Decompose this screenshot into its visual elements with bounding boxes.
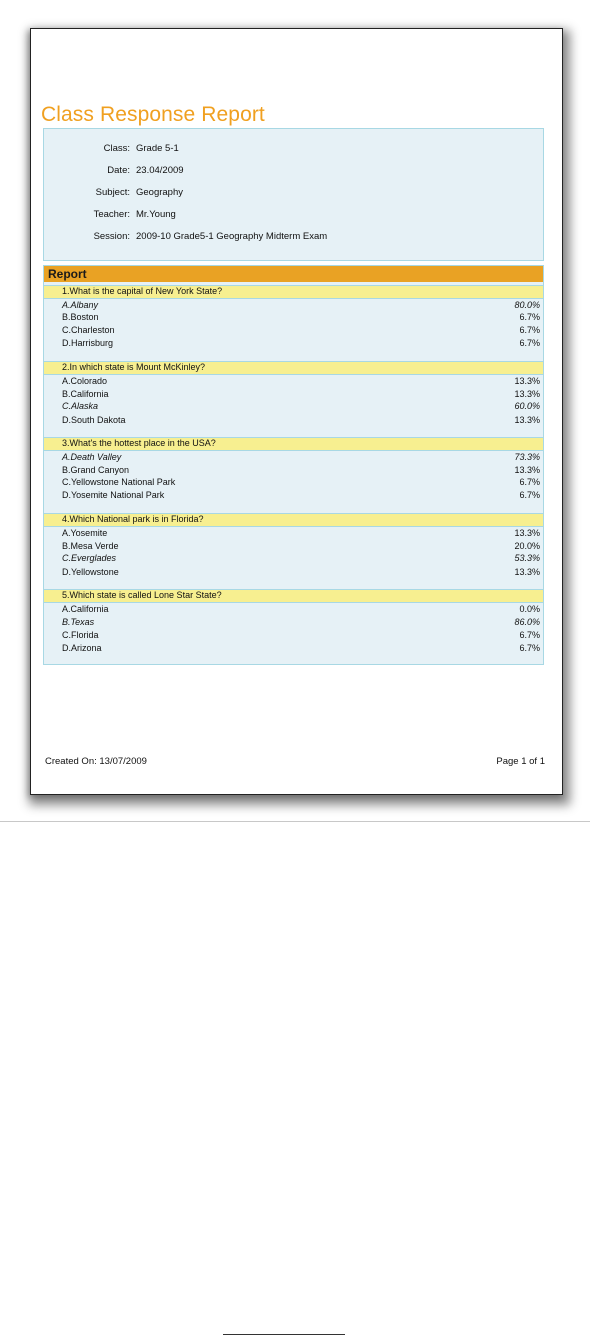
option-percent: 6.7% (519, 477, 540, 487)
section-header-label: Report (48, 267, 87, 281)
option-label: D.South Dakota (62, 415, 126, 425)
question-row (44, 361, 543, 375)
option-label: B.Mesa Verde (62, 541, 119, 551)
info-row-teacher (44, 209, 543, 225)
answer-option (44, 300, 543, 312)
option-percent: 73.3% (514, 452, 540, 462)
info-label: Subject: (95, 187, 130, 198)
report-title: Class Response Report (41, 103, 265, 126)
option-percent: 6.7% (519, 312, 540, 322)
option-percent: 80.0% (514, 300, 540, 310)
answer-option (44, 553, 543, 565)
answer-option (44, 389, 543, 401)
question-text: 3.What's the hottest place in the USA? (62, 438, 216, 448)
question-text: 4.Which National park is in Florida? (62, 514, 204, 524)
info-label: Class: (103, 143, 130, 154)
answer-option (44, 567, 543, 579)
option-percent: 86.0% (514, 617, 540, 627)
option-percent: 13.3% (514, 567, 540, 577)
answer-option (44, 643, 543, 655)
option-percent: 6.7% (519, 490, 540, 500)
footer-created-date: Created On: 13/07/2009 (45, 756, 147, 767)
info-value: Mr.Young (136, 209, 176, 220)
answer-option (44, 477, 543, 489)
info-value: Geography (136, 187, 184, 198)
info-value: 23.04/2009 (136, 165, 184, 176)
info-label: Date: (107, 165, 130, 176)
answer-option (44, 325, 543, 337)
option-percent: 6.7% (519, 630, 540, 640)
option-label: C.Everglades (62, 553, 117, 563)
option-label: C.Yellowstone National Park (62, 477, 176, 487)
answer-option (44, 376, 543, 388)
option-percent: 6.7% (519, 643, 540, 653)
section-header (44, 266, 543, 282)
option-percent: 0.0% (519, 604, 540, 614)
info-label: Session: (93, 231, 130, 242)
option-percent: 20.0% (514, 541, 540, 551)
option-percent: 13.3% (514, 465, 540, 475)
info-row-subject (44, 187, 543, 203)
question-row (44, 285, 543, 299)
report-info-panel (43, 128, 544, 261)
question-text: 1.What is the capital of New York State? (62, 286, 223, 296)
option-percent: 13.3% (514, 528, 540, 538)
option-label: A.Colorado (62, 376, 108, 386)
info-row-date (44, 165, 543, 181)
option-label: C.Alaska (62, 401, 99, 411)
answer-option (44, 541, 543, 553)
answer-option (44, 312, 543, 324)
option-percent: 6.7% (519, 338, 540, 348)
answer-option (44, 415, 543, 427)
question-row (44, 513, 543, 527)
option-label: D.Yellowstone (62, 567, 119, 577)
info-row-session (44, 231, 543, 247)
question-text: 5.Which state is called Lone Star State? (62, 590, 222, 600)
answer-option (44, 528, 543, 540)
answer-option (44, 452, 543, 464)
option-label: A.California (62, 604, 109, 614)
info-label: Teacher: (93, 209, 130, 220)
option-label: C.Charleston (62, 325, 115, 335)
option-percent: 13.3% (514, 389, 540, 399)
page-divider (0, 821, 590, 822)
info-value: Grade 5-1 (136, 143, 179, 154)
question-text: 2.In which state is Mount McKinley? (62, 362, 206, 372)
option-label: D.Harrisburg (62, 338, 114, 348)
option-percent: 6.7% (519, 325, 540, 335)
option-percent: 60.0% (514, 401, 540, 411)
info-value: 2009-10 Grade5-1 Geography Midterm Exam (136, 231, 328, 242)
answer-option (44, 630, 543, 642)
answer-option (44, 604, 543, 616)
option-label: B.California (62, 389, 109, 399)
footer-page-number: Page 1 of 1 (496, 756, 545, 767)
answer-option (44, 617, 543, 629)
option-label: D.Arizona (62, 643, 102, 653)
option-label: B.Texas (62, 617, 95, 627)
option-label: B.Boston (62, 312, 99, 322)
option-percent: 53.3% (514, 553, 540, 563)
report-results-panel (43, 265, 544, 665)
option-label: A.Albany (62, 300, 99, 310)
answer-option (44, 490, 543, 502)
option-label: D.Yosemite National Park (62, 490, 165, 500)
option-label: C.Florida (62, 630, 99, 640)
question-row (44, 589, 543, 603)
info-row-class (44, 143, 543, 159)
answer-option (44, 338, 543, 350)
option-percent: 13.3% (514, 376, 540, 386)
question-row (44, 437, 543, 451)
answer-option (44, 465, 543, 477)
option-label: A.Yosemite (62, 528, 108, 538)
answer-option (44, 401, 543, 413)
option-label: A.Death Valley (62, 452, 122, 462)
report-page (30, 28, 563, 795)
footnote-rule (223, 1334, 345, 1335)
option-label: B.Grand Canyon (62, 465, 130, 475)
option-percent: 13.3% (514, 415, 540, 425)
